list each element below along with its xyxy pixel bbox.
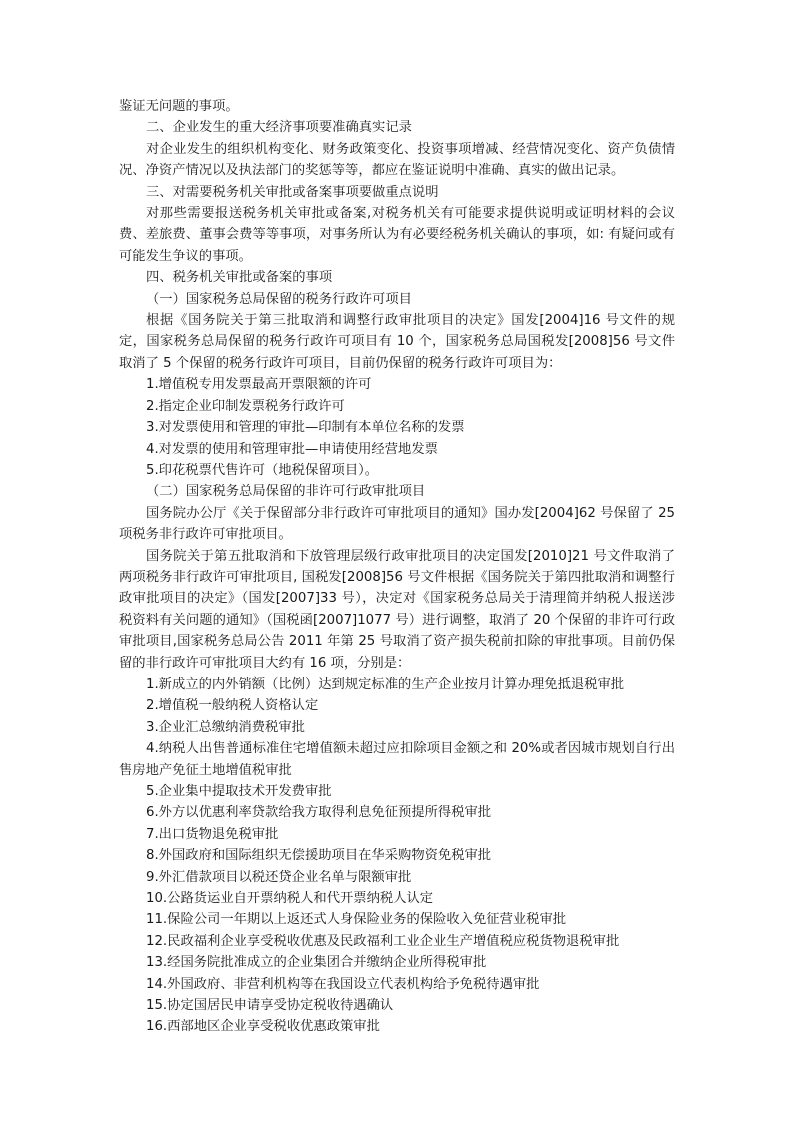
list-item: 5.企业集中提取技术开发费审批: [146, 784, 332, 799]
list-item: 1.新成立的内外销额（比例）达到规定标准的生产企业按月计算办理免抵退税审批: [146, 676, 625, 692]
subsection-heading-1: （一）国家税务总局保留的税务行政许可项目: [146, 291, 412, 307]
list-item: 5.印花税票代售许可（地税保留项目）。: [146, 462, 379, 478]
list-item: 2.增值税一般纳税人资格认定: [146, 698, 319, 714]
section-heading-4: 四、税务机关审批或备案的事项: [146, 270, 333, 286]
subsection-heading-2: （二）国家税务总局保留的非许可行政审批项目: [146, 484, 426, 500]
list-item: 13.经国务院批准成立的企业集团合并缴纳企业所得税审批: [146, 955, 487, 971]
paragraph: 对那些需要报送税务机关审批或备案,对税务机关有可能要求提供说明或证明材料的会议费、差旅费、董事会费等等事项，对事务所认为有必要经税务机关确认的事项，如: 有疑问或有可能发生争议的事项。: [119, 206, 675, 264]
section-heading-3: 三、对需要税务机关审批或备案事项要做重点说明: [146, 184, 439, 200]
list-item: 3.企业汇总缴纳消费税审批: [146, 719, 305, 735]
list-item: 16.西部地区企业享受税收优惠政策审批: [146, 1019, 380, 1035]
list-item: 10.公路货运业自开票纳税人和代开票纳税人认定: [146, 891, 434, 907]
list-item: 7.出口货物退免税审批: [146, 826, 279, 842]
list-item: 8.外国政府和国际组织无偿援助项目在华采购物资免税审批: [146, 848, 492, 864]
list-item: 12.民政福利企业享受税收优惠及民政福利工业企业生产增值税应税货物退税审批: [146, 933, 620, 949]
list-item: 9.外汇借款项目以税还贷企业名单与限额审批: [146, 869, 412, 885]
list-item: 14.外国政府、非营利机构等在我国设立代表机构给予免税待遇审批: [146, 976, 540, 992]
section-heading-2: 二、企业发生的重大经济事项要准确真实记录: [146, 120, 412, 136]
document-body: [119, 96, 675, 1038]
paragraph: 国务院关于第五批取消和下放管理层级行政审批项目的决定国发[2010]21 号文件取消了两项税务非行政许可审批项目, 国税发[2008]56 号文件根据《国务院关于第四批取消和调整行政审批项目的决定》（国发[2007]33 号），决定对《国家税务总局关于清理简并纳税人报送涉税资料有关问题的通知》（国税函[2007]1077 号）进行调整，取消了 20 个保留的非许可行政审批项目,国家税务总局公告 2011 年第 25 号取消了资产损失税前扣除的审批事项。目前仍保留的非行政许可审批项目大约有 16 项，分别是：: [119, 548, 675, 671]
list-item: 3.对发票使用和管理的审批—印制有本单位名称的发票: [146, 420, 465, 436]
list-item: 6.外方以优惠利率贷款给我方取得利息免征预提所得税审批: [146, 805, 492, 821]
paragraph-continuation: 鉴证无问题的事项。: [119, 99, 239, 114]
list-item: 1.增值税专用发票最高开票限额的许可: [146, 377, 372, 393]
list-item: 11.保险公司一年期以上返还式人身保险业务的保险收入免征营业税审批: [146, 912, 567, 928]
list-item: 4.纳税人出售普通标准住宅增值额未超过应扣除项目金额之和 20%或者因城市规划自行出售房地产免征土地增值税审批: [119, 741, 675, 778]
list-item: 15.协定国居民申请享受协定税收待遇确认: [146, 998, 394, 1014]
paragraph: 根据《国务院关于第三批取消和调整行政审批项目的决定》国发[2004]16 号文件的规定，国家税务总局保留的税务行政许可项目有 10 个，国家税务总局国税发[2008]56 号文件取消了 5 个保留的税务行政许可项目，目前仍保留的税务行政许可项目为：: [119, 313, 675, 371]
paragraph: 对企业发生的组织机构变化、财务政策变化、投资事项增减、经营情况变化、资产负债情况、净资产情况以及执法部门的奖惩等等，都应在鉴证说明中准确、真实的做出记录。: [119, 141, 675, 179]
list-item: 2.指定企业印制发票税务行政许可: [146, 398, 345, 414]
paragraph: 国务院办公厅《关于保留部分非行政许可审批项目的通知》国办发[2004]62 号保留了 25项税务非行政许可审批项目。: [119, 505, 675, 543]
list-item: 4.对发票的使用和管理审批—申请使用经营地发票: [146, 441, 438, 457]
